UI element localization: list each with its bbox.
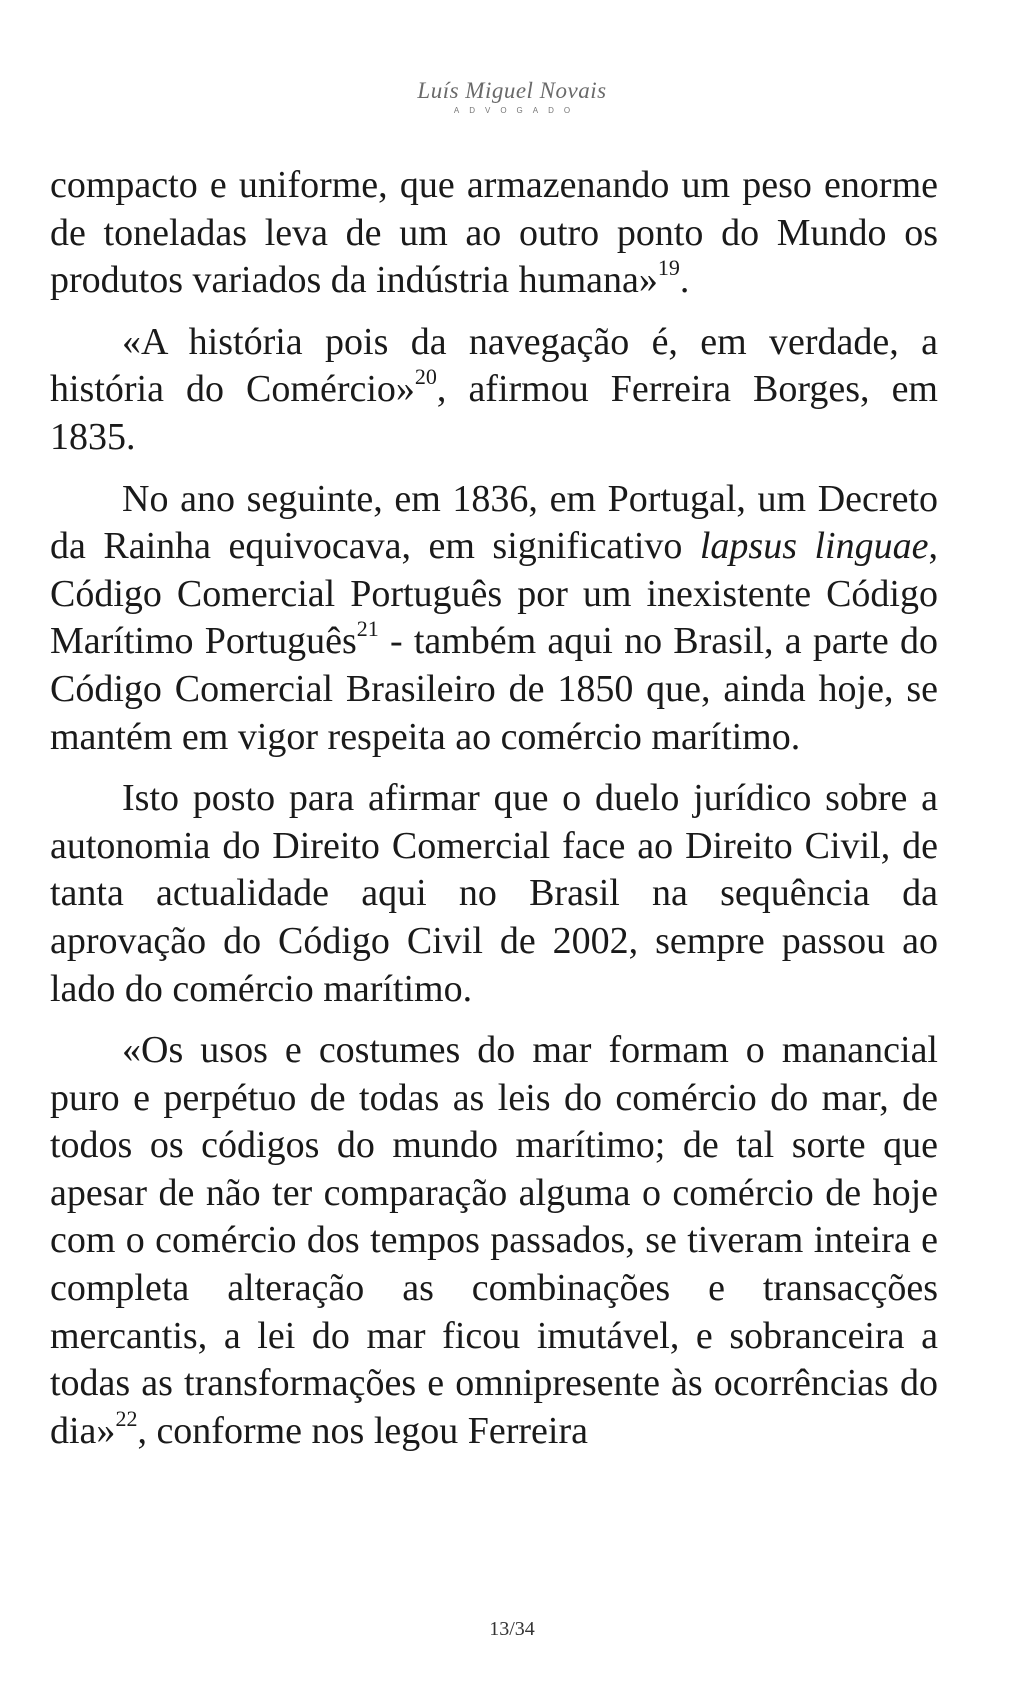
paragraph (50, 1027, 938, 1455)
footnote-ref: 22 (115, 1405, 138, 1431)
text-segment: compacto e uniforme, que armazenando um peso enorme de toneladas leva de um ao outro ponto do Mundo os produtos variados da indústria humana» (50, 164, 938, 302)
text-segment: No ano seguinte, em 1836, em Portugal, um Decreto da Rainha equivocava, em significativo (50, 477, 938, 568)
page-body (50, 162, 938, 1469)
text-segment: Isto posto para afirmar que o duelo jurídico sobre a autonomia do Direito Comercial face ao Direito Civil, de tanta actualidade aqui no Brasil na sequência da aprovação do Código Civil de 2002, sempre passou ao lado do comércio marítimo. (50, 777, 938, 1010)
paragraph (50, 476, 938, 762)
letterhead (0, 78, 1024, 116)
text-segment: , Código Comercial Português por um inexistente Código Marítimo Português (50, 525, 938, 663)
paragraph (50, 319, 938, 462)
text-segment: «Os usos e costumes do mar formam o manancial puro e perpétuo de todas as leis do comércio do mar, de todos os códigos do mundo marítimo; de tal sorte que apesar de não ter comparação alguma o comércio de hoje com o comércio dos tempos passados, se tiveram inteira e completa alteração as combinações e transacções mercantis, a lei do mar ficou imutável, e sobranceira a todas as transformações e omnipresente às ocorrências do dia» (50, 1029, 938, 1452)
text-segment: , conforme nos legou Ferreira (137, 1409, 589, 1452)
text-segment: . (679, 259, 690, 302)
text-segment: - também aqui no Brasil, a parte do Código Comercial Brasileiro de 1850 que, ainda hoje, se mantém em vigor respeita ao comércio marítimo. (50, 620, 938, 758)
author-name: Luís Miguel Novais (417, 78, 607, 103)
text-segment: , afirmou Ferreira Borges, em 1835. (50, 368, 938, 458)
footnote-ref: 20 (414, 364, 437, 390)
footnote-ref: 19 (657, 255, 680, 281)
text-segment: «A história pois da navegação é, em verdade, a história do Comércio» (50, 320, 938, 411)
italic-phrase: lapsus linguae (699, 525, 929, 568)
paragraph (50, 162, 938, 305)
paragraph (50, 775, 938, 1013)
page-number: 13/34 (489, 1618, 535, 1640)
author-role: ADVOGADO (453, 106, 581, 115)
footnote-ref: 21 (356, 616, 379, 642)
